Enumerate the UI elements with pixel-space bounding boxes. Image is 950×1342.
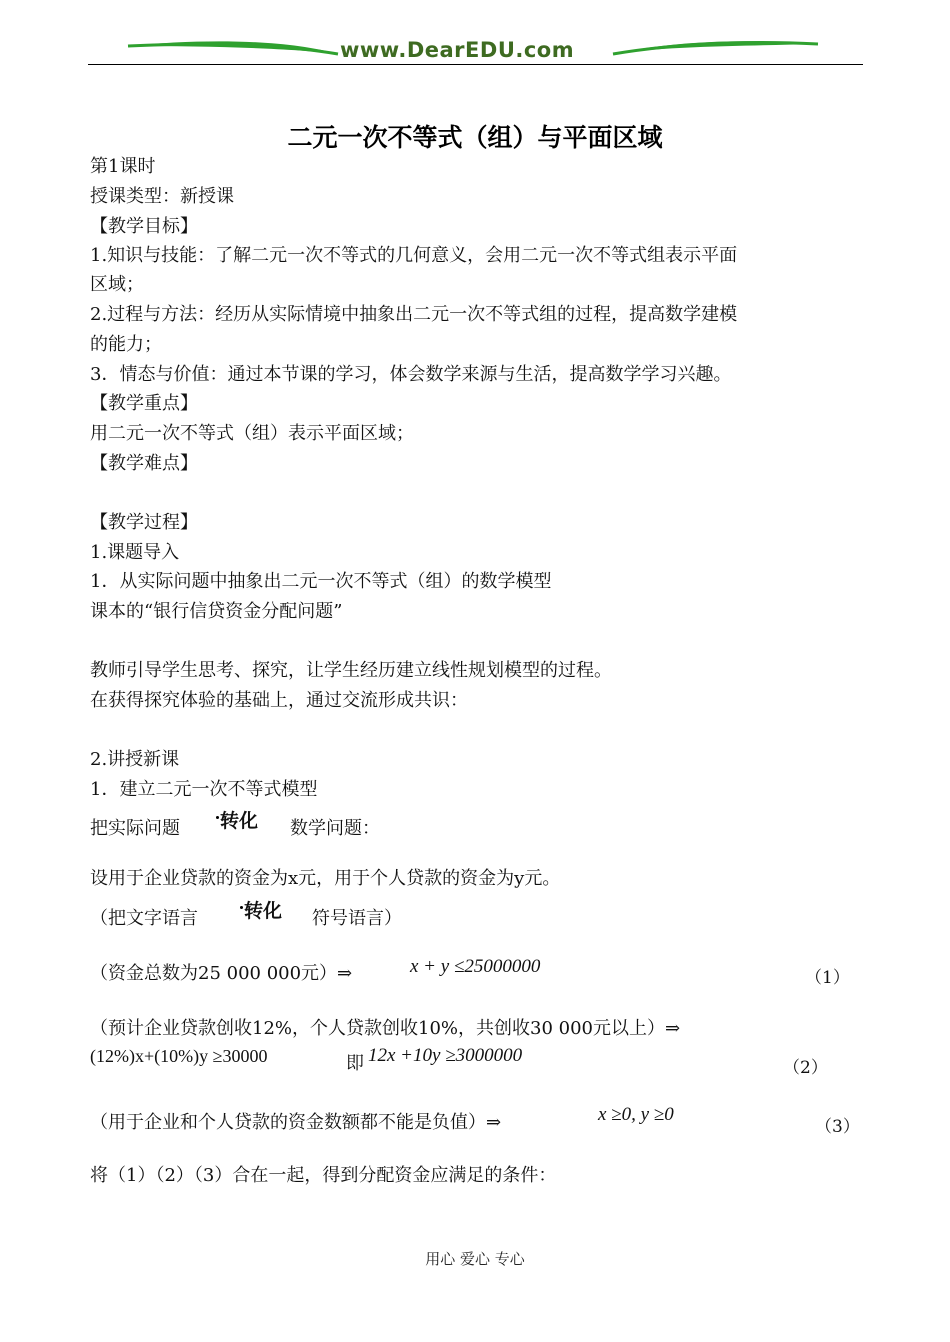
condition-2-ji: 即 [346,1053,364,1074]
guide-line: 教师引导学生思考、探究，让学生经历建立线性规划模型的过程。 [90,660,612,681]
condition-3-text: （用于企业和个人贷款的资金数额都不能是负值）⇒ [90,1112,502,1133]
new-lesson-heading: 2.讲授新课 [90,749,180,770]
goal-2-line-2: 的能力； [90,334,162,355]
intro-item-1: 1．从实际问题中抽象出二元一次不等式（组）的数学模型 [90,571,552,592]
difficult-points-heading: 【教学难点】 [90,453,198,474]
goal-3-line: 3．情态与价值：通过本节课的学习，体会数学来源与生活，提高数学学习兴趣。 [90,364,732,385]
language-left-text: （把文字语言 [90,908,198,929]
goal-1-line-1: 1.知识与技能：了解二元一次不等式的几何意义，会用二元一次不等式组表示平面 [90,245,738,266]
arrow-dot-icon [216,816,219,819]
arrow-dot-icon [240,906,243,909]
key-points-text: 用二元一次不等式（组）表示平面区域； [90,423,414,444]
transform-arrow [216,808,276,838]
language-right-text: 符号语言） [312,908,402,929]
intro-heading: 1.课题导入 [90,542,180,563]
condition-3-inequality: x ≥0, y ≥0 [598,1104,674,1125]
page-title: 二元一次不等式（组）与平面区域 [287,123,663,152]
condition-3-number: （3） [815,1117,860,1137]
key-points-heading: 【教学重点】 [90,393,198,414]
assumption-line: 设用于企业贷款的资金为x元，用于个人贷款的资金为y元。 [90,868,561,889]
condition-1-inequality: x + y ≤25000000 [410,956,541,977]
build-model-heading: 1．建立二元一次不等式模型 [90,779,318,800]
condition-1-text: （资金总数为25 000 000元）⇒ [90,963,353,984]
process-heading: 【教学过程】 [90,512,198,533]
condition-2-inequality: 12x +10y ≥3000000 [368,1045,523,1066]
textbook-reference: 课本的“银行信贷资金分配问题” [90,601,343,622]
goal-1-line-2: 区域； [90,274,144,295]
goals-heading: 【教学目标】 [90,216,198,237]
combine-line: 将（1）（2）（3）合在一起，得到分配资金应满足的条件： [90,1165,557,1186]
transform-left-text: 把实际问题 [90,818,180,839]
condition-2-text: （预计企业贷款创收12%，个人贷款创收10%，共创收30 000元以上）⇒ [90,1018,681,1039]
site-logo-text: www.DearEDU.com [340,38,575,62]
lesson-type-line: 授课类型：新授课 [90,186,234,207]
condition-2-number: （2） [783,1058,828,1078]
page-footer: 用心 爱心 专心 [425,1250,525,1268]
transform-label: 转化 [220,810,259,832]
period-line: 第1课时 [90,156,156,177]
language-transform-label: 转化 [244,900,283,922]
consensus-line: 在获得探究体验的基础上，通过交流形成共识： [90,690,468,711]
condition-2-percent-formula: (12%)x+(10%)y ≥30000 [90,1046,268,1066]
transform-right-text: 数学问题： [290,818,380,839]
header-rule [88,64,863,65]
condition-1-number: （1） [805,968,850,988]
language-transform-arrow [240,898,300,928]
goal-2-line-1: 2.过程与方法：经历从实际情境中抽象出二元一次不等式组的过程，提高数学建模 [90,304,738,325]
